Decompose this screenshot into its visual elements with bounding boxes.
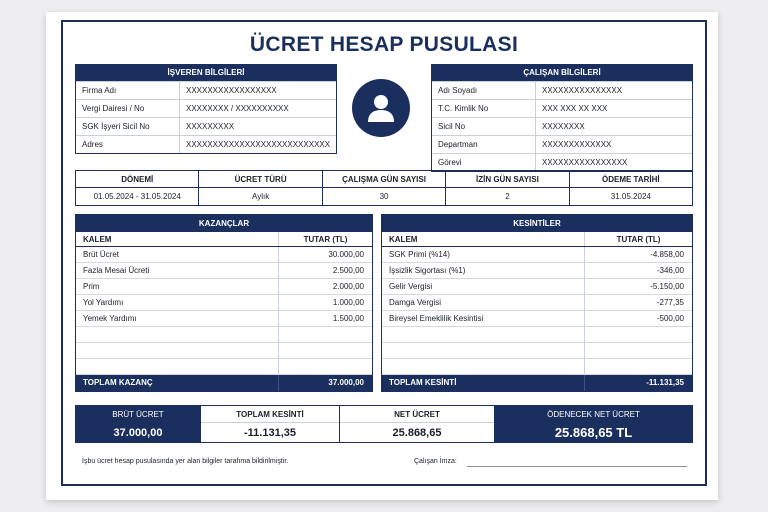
summary-label: ÖDENECEK NET ÜCRET: [547, 410, 640, 419]
employee-value: XXXXXXXXXXXXXXXX: [542, 158, 628, 167]
row-item: Yol Yardımı: [76, 295, 279, 310]
earnings-column-headers: [76, 232, 372, 247]
row-item: Prim: [76, 279, 279, 294]
empty-row: [382, 343, 692, 359]
employer-label: Vergi Dairesi / No: [76, 100, 180, 117]
earnings-total-row: [76, 375, 372, 391]
table-row: [382, 295, 692, 311]
employee-value: XXXXXXXXXXXXXXX: [542, 86, 623, 95]
period-column: [76, 171, 198, 205]
summary-value: 37.000,00: [113, 427, 163, 439]
employer-row: [76, 117, 336, 135]
table-row: [382, 279, 692, 295]
employer-value: XXXXXXXX / XXXXXXXXXX: [186, 104, 289, 113]
row-item: SGK Primi (%14): [382, 247, 585, 262]
employer-row: [76, 135, 336, 153]
total-value: -11.131,35: [646, 378, 684, 388]
period-header: ÜCRET TÜRÜ: [199, 171, 321, 188]
period-header: İZİN GÜN SAYISI: [446, 171, 568, 188]
acknowledgement-note: İşbu ücret hesap pusulasında yer alan bilgiler tarafıma bildirilmiştir.: [82, 458, 289, 465]
employee-row: [432, 99, 692, 117]
row-amount: 1.500,00: [332, 314, 364, 323]
period-value: 31.05.2024: [610, 192, 651, 201]
table-row: [76, 279, 372, 295]
row-amount: 2.500,00: [332, 266, 364, 276]
employer-row: [76, 81, 336, 99]
row-amount: -500,00: [656, 314, 684, 323]
row-amount: 2.000,00: [332, 282, 364, 292]
row-amount: -277,35: [656, 298, 684, 308]
table-row: [382, 247, 692, 263]
summary-total-deduction: [200, 406, 339, 442]
employer-label: Firma Adı: [76, 82, 180, 99]
empty-row: [76, 359, 372, 375]
summary-value: 25.868,65: [392, 427, 442, 439]
employer-info-header: İŞVEREN BİLGİLERİ: [76, 65, 336, 81]
earnings-table: [75, 214, 373, 392]
table-row: [76, 311, 372, 327]
user-icon: [352, 79, 410, 137]
summary-net: [339, 406, 494, 442]
document-title: ÜCRET HESAP PUSULASI: [249, 33, 519, 56]
empty-row: [76, 343, 372, 359]
empty-row: [76, 327, 372, 343]
period-info-table: [75, 170, 693, 206]
employer-label: Adres: [76, 136, 180, 153]
employee-label: Adı Soyadı: [432, 82, 536, 99]
signature-label: Çalışan İmza:: [414, 458, 457, 465]
deductions-total-row: [382, 375, 692, 391]
period-column: [569, 171, 692, 205]
total-label: TOPLAM KESİNTİ: [382, 375, 585, 391]
column-header-item: KALEM: [76, 232, 279, 246]
employee-row: [432, 135, 692, 153]
table-row: [76, 247, 372, 263]
employer-info-box: [75, 64, 337, 154]
earnings-header: KAZANÇLAR: [76, 215, 372, 232]
deductions-column-headers: [382, 232, 692, 247]
employee-row: [432, 81, 692, 99]
table-row: [76, 263, 372, 279]
row-amount: 1.000,00: [332, 298, 364, 308]
employee-info-header: ÇALIŞAN BİLGİLERİ: [432, 65, 692, 81]
summary-label: TOPLAM KESİNTİ: [201, 406, 339, 423]
user-silhouette-icon: [364, 91, 398, 125]
employee-label: T.C. Kimlik No: [432, 100, 536, 117]
employee-label: Görevi: [432, 154, 536, 171]
summary-value: 25.868,65 TL: [554, 425, 633, 440]
row-item: İşsizlik Sigortası (%1): [382, 263, 585, 278]
row-item: Damga Vergisi: [382, 295, 585, 310]
table-row: [382, 311, 692, 327]
employer-row: [76, 99, 336, 117]
row-amount: 30.000,00: [328, 250, 364, 260]
period-value: Aylık: [252, 192, 270, 201]
signature-line: [467, 466, 687, 467]
row-item: Gelir Vergisi: [382, 279, 585, 294]
summary-payable: [494, 406, 692, 442]
row-item: Brüt Ücret: [76, 247, 279, 262]
column-header-amount: TUTAR (TL): [303, 234, 348, 244]
row-item: Fazla Mesai Ücreti: [76, 263, 279, 278]
employee-value: XXX XXX XX XXX: [542, 104, 608, 113]
period-value: 30: [379, 192, 389, 201]
row-item: Bireysel Emeklilik Kesintisi: [382, 311, 585, 326]
employee-value: XXXXXXXX: [542, 122, 585, 131]
table-row: [382, 263, 692, 279]
period-value: 2: [505, 192, 510, 201]
period-value: 01.05.2024 - 31.05.2024: [93, 192, 181, 201]
deductions-header: KESİNTİLER: [382, 215, 692, 232]
empty-row: [382, 359, 692, 375]
employer-label: SGK İşyeri Sicil No: [76, 118, 180, 135]
column-header-amount: TUTAR (TL): [616, 234, 661, 244]
pay-summary: [75, 405, 693, 443]
employee-info-box: [431, 64, 693, 172]
table-row: [76, 295, 372, 311]
period-header: ÖDEME TARİHİ: [570, 171, 692, 188]
employee-value: XXXXXXXXXXXXX: [542, 140, 612, 149]
period-header: ÇALIŞMA GÜN SAYISI: [323, 171, 445, 188]
period-column: [198, 171, 321, 205]
row-item: Yemek Yardımı: [76, 311, 279, 326]
row-amount: -5.150,00: [650, 282, 684, 292]
period-column: [322, 171, 445, 205]
total-label: TOPLAM KAZANÇ: [76, 375, 279, 391]
employer-value: XXXXXXXXX: [186, 122, 235, 131]
row-amount: -346,00: [656, 266, 684, 276]
summary-label: NET ÜCRET: [340, 406, 494, 423]
column-header-item: KALEM: [382, 232, 585, 246]
summary-gross: [76, 406, 200, 442]
deductions-table: [381, 214, 693, 392]
employee-row: [432, 153, 692, 171]
employer-value: XXXXXXXXXXXXXXXXX: [186, 86, 277, 95]
total-value: 37.000,00: [328, 378, 364, 388]
employee-label: Departman: [432, 136, 536, 153]
summary-label: BRÜT ÜCRET: [112, 410, 164, 419]
employer-value: XXXXXXXXXXXXXXXXXXXXXXXXXXX: [186, 140, 331, 149]
employee-row: [432, 117, 692, 135]
period-column: [445, 171, 568, 205]
row-amount: -4.858,00: [650, 250, 684, 260]
empty-row: [382, 327, 692, 343]
summary-value: -11.131,35: [244, 427, 296, 439]
period-header: DÖNEMİ: [76, 171, 198, 188]
employee-label: Sicil No: [432, 118, 536, 135]
